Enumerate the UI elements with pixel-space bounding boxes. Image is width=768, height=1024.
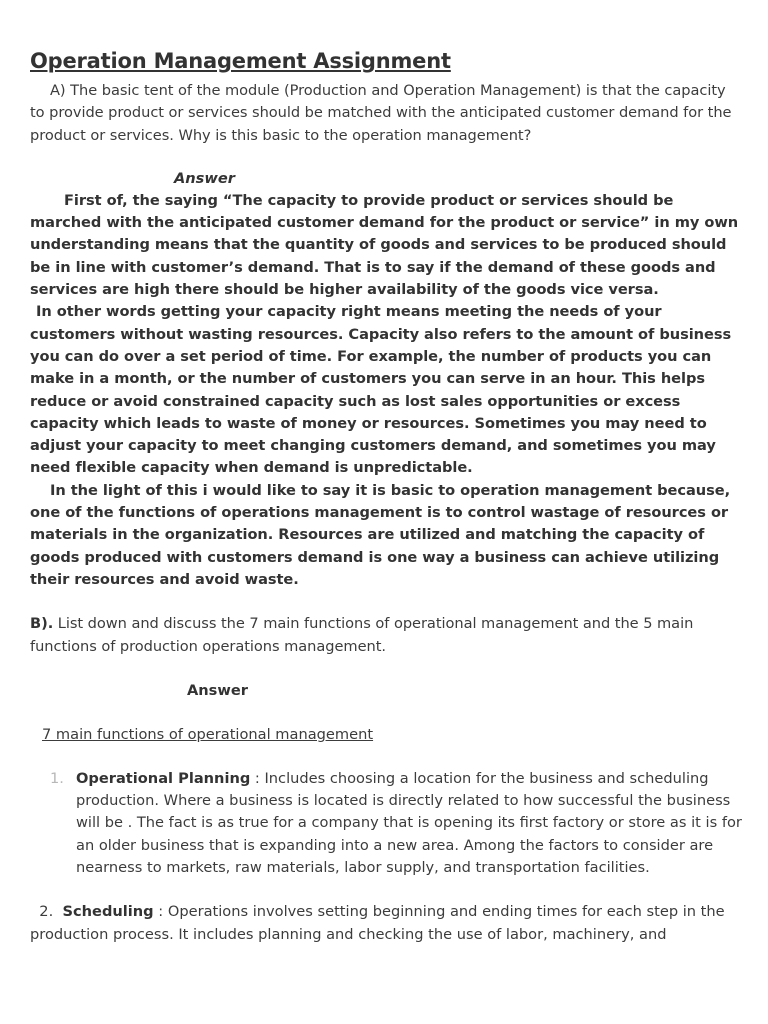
list-item-title: Scheduling — [62, 903, 154, 921]
spacer — [30, 591, 742, 613]
question-b-label: B). — [30, 615, 54, 633]
answer-a-paragraph-2: In other words getting your capacity right means meeting the needs of your customers without wasting resources. Capacity also refers to the amount of business you can do over a set period of time. For example, the number of products you can make in a month, or the number of customers you can serve in an hour. This helps reduce or avoid constrained capacity such as lost sales opportunities or excess capacity which leads to waste of money or resources. Sometimes you may need to adjust your capacity to meet changing customers demand, and sometimes you may need flexible capacity when demand is unpredictable. — [30, 303, 732, 477]
functions-subheading: 7 main functions of operational management — [42, 725, 374, 743]
answer-label-b: Answer — [187, 681, 248, 699]
list-item-text: : Operations involves setting beginning and ending times for each step in the production process. It includes planning and checking the use of labor, machinery, and — [30, 903, 725, 943]
list-item-number: 2. — [39, 903, 54, 921]
answer-a-paragraph-3: In the light of this i would like to say it is basic to operation management because, one of the functions of operations management is to control wastage of resources or materials in the organization. Resources are utilized and matching the capacity of goods produced with customers demand is one way a business can achieve utilizing their resources and avoid waste. — [30, 481, 731, 588]
list-item-number: 1. — [50, 769, 64, 787]
answer-a-paragraph-1: First of, the saying “The capacity to provide product or services should be marched with the anticipated customer demand for the product or service” in my own understanding means that the quantity of goods and services to be produced should be in line with customer’s demand. That is to say if the demand of these goods and services are high there should be higher availability of the goods vice versa. — [30, 191, 739, 299]
question-b-text: List down and discuss the 7 main functions of operational management and the 5 main functions of production operations management. — [30, 615, 694, 655]
list-item — [30, 901, 742, 946]
list-item — [50, 768, 742, 879]
document-title: Operation Management Assignment — [30, 49, 451, 73]
question-b — [30, 613, 742, 658]
question-a: A) The basic tent of the module (Production and Operation Management) is that the capacity to provide product or services should be matched with the anticipated customer demand for the product or services. Why is this basic to the operation management? — [30, 82, 732, 144]
list-item-title: Operational Planning — [76, 769, 251, 787]
answer-label-a: Answer — [174, 169, 235, 187]
list-item-text: : Includes choosing a location for the business and scheduling production. Where a business is located is directly related to how successful the business will be . The fact is as true for a company that is opening its first factory or store as it is for an older business that is expanding into a new area. Among the factors to consider are nearness to markets, raw materials, labor supply, and transportation facilities. — [76, 769, 742, 877]
